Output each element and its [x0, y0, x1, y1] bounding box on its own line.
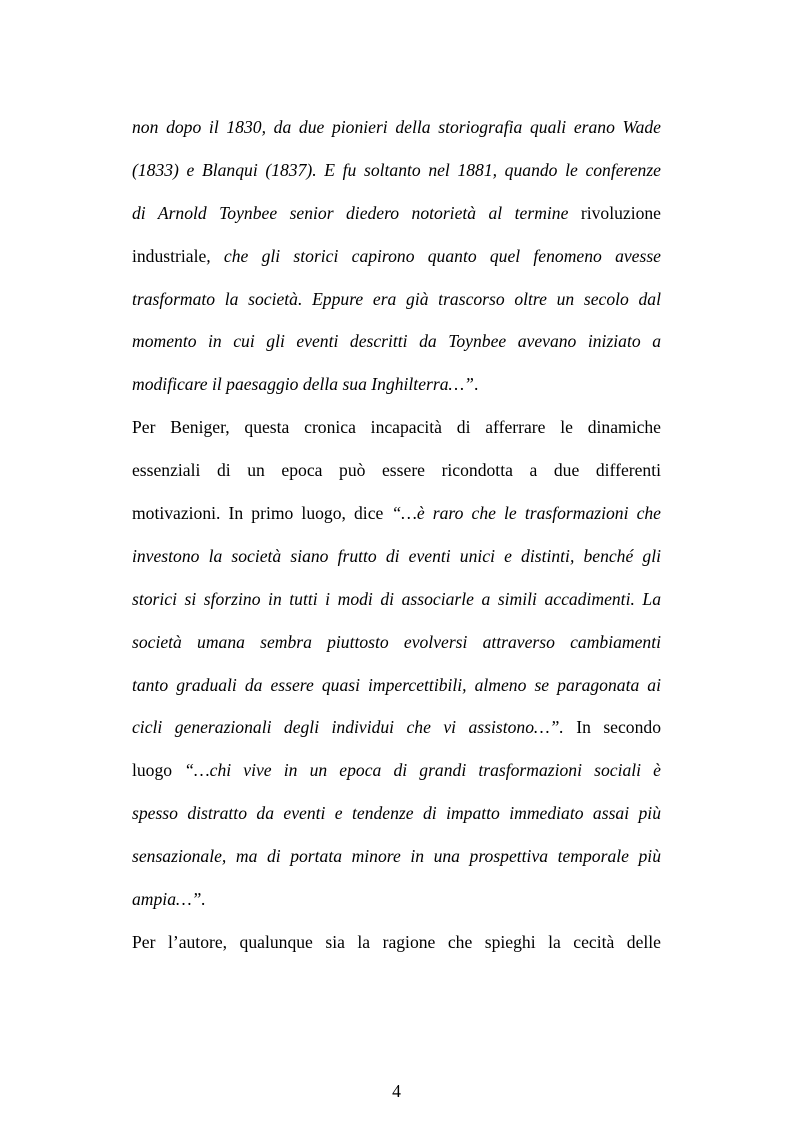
text-segment: momento in cui gli eventi descritti da Toynbee avevano iniziato a [132, 331, 661, 352]
text-line [132, 535, 661, 578]
text-segment: Per Beniger, questa cronica incapacità di afferrare le dinamiche [132, 417, 661, 438]
text-segment: In secondo [563, 717, 661, 738]
text-segment: società umana sembra piuttosto evolversi attraverso cambiamenti [132, 631, 661, 652]
text-line [132, 621, 661, 664]
text-segment: industriale [132, 245, 207, 266]
text-line [132, 706, 661, 749]
text-line [132, 835, 661, 878]
text-segment: , che gli storici capirono quanto quel fenomeno avesse [206, 245, 661, 266]
body-text [132, 106, 661, 964]
text-segment: “…è raro che le trasformazioni che [391, 503, 661, 524]
text-segment: modificare il paesaggio della sua Inghilterra…” [132, 374, 474, 395]
text-line [132, 449, 661, 492]
text-line [132, 149, 661, 192]
text-segment: di Arnold Toynbee senior diedero notorietà al termine [132, 202, 581, 223]
text-line [132, 106, 661, 149]
text-segment: ampia…”. [132, 889, 206, 910]
text-segment: tanto graduali da essere quasi impercettibili, almeno se paragonata ai [132, 674, 661, 695]
text-segment: motivazioni. In primo luogo, dice [132, 503, 392, 524]
text-line [132, 792, 661, 835]
text-line [132, 363, 661, 406]
text-line [132, 320, 661, 363]
text-segment: non dopo il 1830, da due pionieri della storiografia quali erano Wade [132, 117, 661, 137]
text-segment: cicli generazionali degli individui che vi assistono…”. [132, 717, 564, 738]
text-segment: luogo [132, 760, 185, 781]
page-number: 4 [392, 1081, 401, 1101]
text-line [132, 492, 661, 535]
text-segment: trasformato la società. Eppure era già trascorso oltre un secolo dal [132, 288, 661, 309]
text-line [132, 278, 661, 321]
text-segment: rivoluzione [580, 202, 661, 223]
text-line [132, 406, 661, 449]
text-line [132, 235, 661, 278]
text-line [132, 192, 661, 235]
text-segment: “…chi vive in un epoca di grandi trasformazioni sociali è [184, 760, 661, 781]
text-segment: essenziali di un epoca può essere ricondotta a due differenti [132, 460, 661, 481]
text-segment: investono la società siano frutto di eventi unici e distinti, benché gli [132, 545, 661, 566]
text-line [132, 749, 661, 792]
text-line [132, 878, 661, 921]
text-segment: spesso distratto da eventi e tendenze di impatto immediato assai più [132, 803, 661, 824]
text-segment: Per l’autore, qualunque sia la ragione che spieghi la cecità delle [132, 931, 661, 952]
text-segment: (1833) e Blanqui (1837). E fu soltanto nel 1881, quando le conferenze [132, 159, 661, 180]
text-line [132, 664, 661, 707]
text-line [132, 921, 661, 964]
text-segment: . [473, 374, 479, 395]
text-line [132, 578, 661, 621]
text-segment: storici si sforzino in tutti i modi di associarle a simili accadimenti. La [132, 588, 661, 609]
text-segment: sensazionale, ma di portata minore in una prospettiva temporale più [132, 846, 661, 867]
